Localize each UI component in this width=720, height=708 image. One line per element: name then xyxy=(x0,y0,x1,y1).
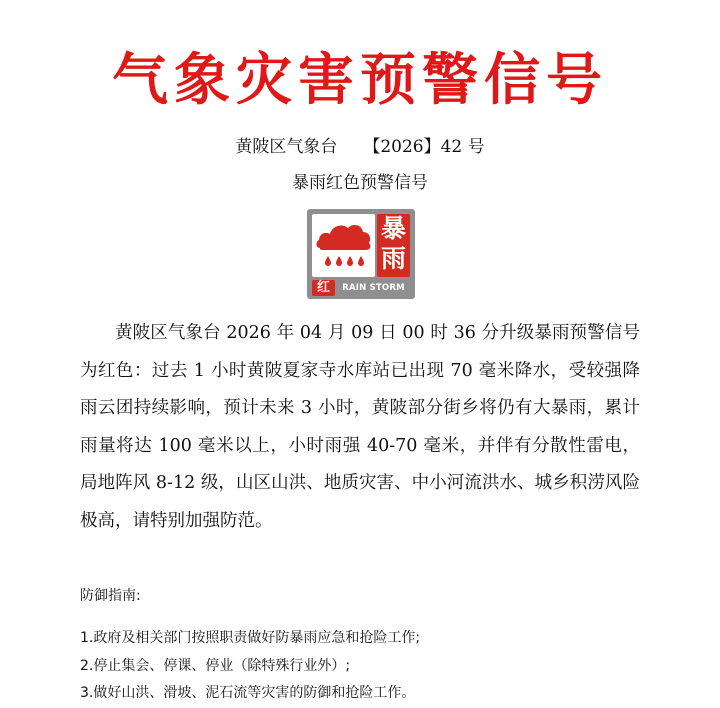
guide-item: 2.停止集会、停课、停业（除特殊行业外）; xyxy=(80,657,351,674)
main-title: 气象灾害预警信号 xyxy=(112,47,608,113)
badge-char-1: 暴 xyxy=(380,214,406,243)
guide-item: 1.政府及相关部门按照职责做好防暴雨应急和抢险工作; xyxy=(80,630,421,646)
guide-title: 防御指南: xyxy=(80,588,141,604)
issuer-line xyxy=(0,134,720,160)
guide-list xyxy=(80,625,680,708)
rainstorm-red-warning-badge xyxy=(307,209,415,299)
issuer-name: 黄陂区气象台 xyxy=(235,137,338,157)
badge-name-en: RAIN STORM xyxy=(342,283,405,293)
badge-chars xyxy=(377,214,410,277)
icon-box xyxy=(312,214,375,277)
badge-level: 红 xyxy=(312,280,335,296)
rain-cloud-icon xyxy=(312,214,375,277)
doc-number: 【2026】42 号 xyxy=(363,137,485,157)
signal-title: 暴雨红色预警信号 xyxy=(292,173,428,193)
badge-char-2: 雨 xyxy=(380,244,406,273)
guide-item: 3.做好山洪、滑坡、泥石流等灾害的防御和抢险工作。 xyxy=(80,685,416,701)
warning-body: 黄陂区气象台 2026 年 04 月 09 日 00 时 36 分升级暴雨预警信号为红色：过去 1 小时黄陂夏家寺水库站已出现 70 毫米降水，受较强降雨云团持续影响，预计未来 3 小时，黄陂部分街乡将仍有大暴雨，累计雨量将达 100 毫米以上，小时雨强 40-70 毫米，并伴有分散性雷电，局地阵风 8-12 级，山区山洪、地质灾害、中小河流洪水、城乡积涝风险极高，请特别加强防范。 xyxy=(80,323,640,531)
